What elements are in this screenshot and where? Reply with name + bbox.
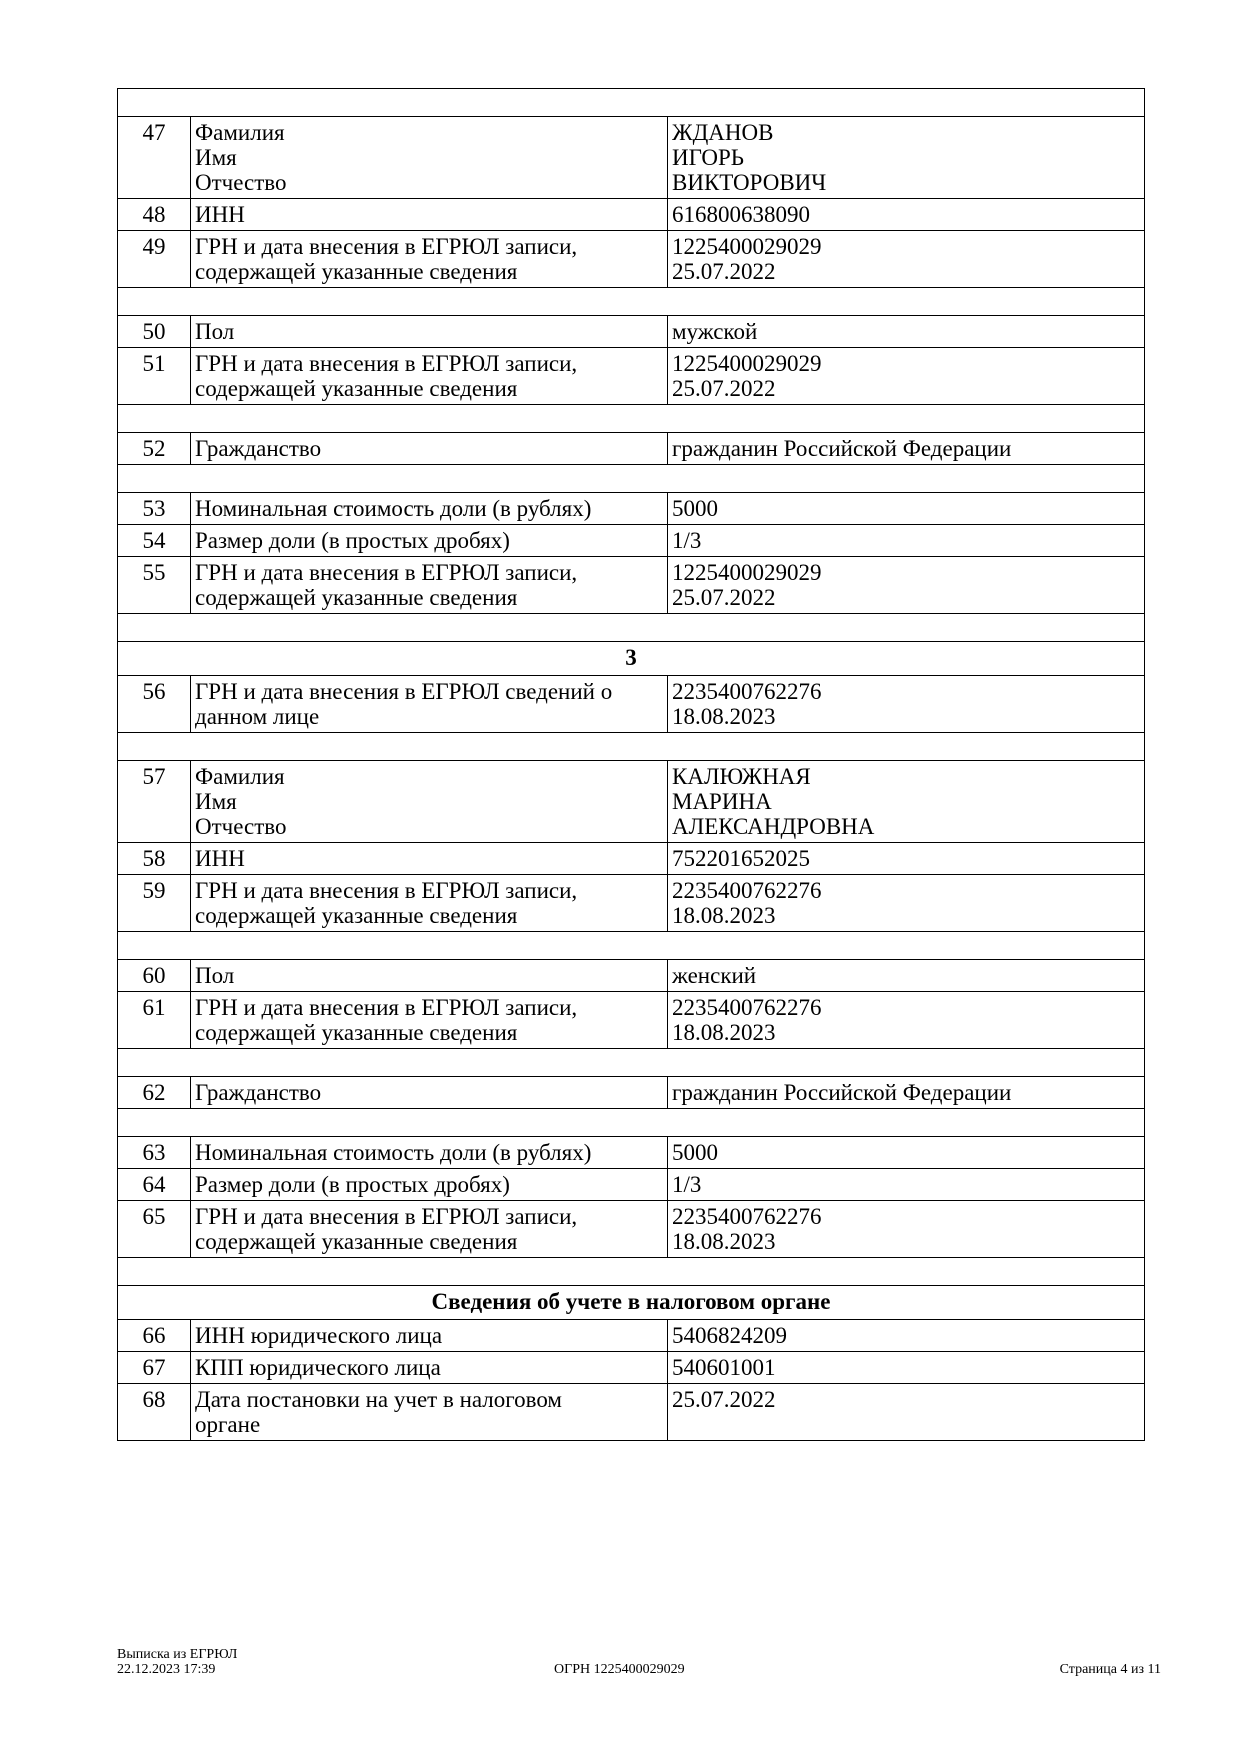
row-label: [191, 1077, 668, 1109]
row-label-line: Отчество: [195, 170, 287, 195]
row-value-line: 5000: [672, 496, 718, 521]
row-value-line: 1/3: [672, 1172, 702, 1197]
table-row: [118, 992, 1145, 1049]
row-number: 51: [118, 348, 191, 405]
footer-ogrn: ОГРН 1225400029029: [554, 1662, 685, 1677]
row-number: 49: [118, 231, 191, 288]
row-label: [191, 1352, 668, 1384]
row-value: [668, 676, 1145, 733]
footer-timestamp: 22.12.2023 17:39: [117, 1662, 216, 1677]
row-label: [191, 1201, 668, 1258]
row-label-line: ГРН и дата внесения в ЕГРЮЛ записи,: [195, 351, 578, 376]
row-value: [668, 433, 1145, 465]
row-label-line: ИНН юридического лица: [195, 1323, 443, 1348]
row-label: [191, 761, 668, 843]
row-value-line: КАЛЮЖНАЯ: [672, 764, 811, 789]
spacer-cell: [118, 288, 1145, 316]
row-number: 66: [118, 1320, 191, 1352]
row-label-line: содержащей указанные сведения: [195, 1229, 518, 1254]
row-value-line: гражданин Российской Федерации: [672, 1080, 1012, 1105]
row-value-line: гражданин Российской Федерации: [672, 436, 1012, 461]
row-value-line: 5000: [672, 1140, 718, 1165]
table-row: [118, 525, 1145, 557]
row-value-line: 18.08.2023: [672, 1229, 776, 1254]
spacer-row: [118, 1049, 1145, 1077]
spacer-row: [118, 465, 1145, 493]
table-row: [118, 316, 1145, 348]
row-value: [668, 525, 1145, 557]
table-row: [118, 843, 1145, 875]
row-value: [668, 1201, 1145, 1258]
spacer-cell: [118, 405, 1145, 433]
row-value: [668, 117, 1145, 199]
row-number: 53: [118, 493, 191, 525]
row-label-line: Гражданство: [195, 1080, 322, 1105]
row-label: [191, 557, 668, 614]
row-value: [668, 1384, 1145, 1441]
row-number: 62: [118, 1077, 191, 1109]
row-label-line: Пол: [195, 319, 235, 344]
row-value-line: ЖДАНОВ: [672, 120, 774, 145]
row-value: [668, 1137, 1145, 1169]
spacer-row: [118, 288, 1145, 316]
section-header: Сведения об учете в налоговом органе: [118, 1286, 1145, 1320]
section-header-row: [118, 1286, 1145, 1320]
table-row: [118, 199, 1145, 231]
row-label: [191, 875, 668, 932]
row-number: 59: [118, 875, 191, 932]
spacer-cell: [118, 1049, 1145, 1077]
row-value-line: 25.07.2022: [672, 259, 776, 284]
table-row: [118, 1352, 1145, 1384]
spacer-row: [118, 614, 1145, 642]
row-label: [191, 1169, 668, 1201]
spacer-cell: [118, 89, 1145, 117]
table-row: [118, 231, 1145, 288]
row-value-line: АЛЕКСАНДРОВНА: [672, 814, 875, 839]
row-value-line: ВИКТОРОВИЧ: [672, 170, 827, 195]
row-label-line: данном лице: [195, 704, 320, 729]
spacer-cell: [118, 614, 1145, 642]
row-value-line: 2235400762276: [672, 1204, 822, 1229]
row-value-line: 752201652025: [672, 846, 810, 871]
row-number: 50: [118, 316, 191, 348]
spacer-row: [118, 405, 1145, 433]
spacer-cell: [118, 465, 1145, 493]
row-label-line: Номинальная стоимость доли (в рублях): [195, 496, 592, 521]
row-value: [668, 1352, 1145, 1384]
row-value-line: 540601001: [672, 1355, 776, 1380]
row-label-line: содержащей указанные сведения: [195, 1020, 518, 1045]
row-value-line: 2235400762276: [672, 679, 822, 704]
spacer-row: [118, 733, 1145, 761]
row-label: [191, 117, 668, 199]
table-row: [118, 433, 1145, 465]
table-row: [118, 493, 1145, 525]
row-value: [668, 761, 1145, 843]
page-footer: [117, 1647, 1161, 1687]
footer-left: [117, 1647, 237, 1677]
row-value: [668, 348, 1145, 405]
row-value-line: 25.07.2022: [672, 585, 776, 610]
row-value-line: 25.07.2022: [672, 1387, 776, 1412]
row-label-line: ГРН и дата внесения в ЕГРЮЛ записи,: [195, 234, 578, 259]
row-label: [191, 843, 668, 875]
row-label-line: Имя: [195, 145, 237, 170]
row-label: [191, 1320, 668, 1352]
table-row: [118, 676, 1145, 733]
row-label-line: Размер доли (в простых дробях): [195, 528, 510, 553]
row-value-line: мужской: [672, 319, 758, 344]
spacer-cell: [118, 1258, 1145, 1286]
row-number: 68: [118, 1384, 191, 1441]
table-row: [118, 761, 1145, 843]
row-number: 61: [118, 992, 191, 1049]
row-label-line: ГРН и дата внесения в ЕГРЮЛ записи,: [195, 1204, 578, 1229]
row-label: [191, 525, 668, 557]
table-row: [118, 1384, 1145, 1441]
table-row: [118, 348, 1145, 405]
extract-sheet: [117, 88, 1144, 1441]
table-row: [118, 1320, 1145, 1352]
row-number: 56: [118, 676, 191, 733]
row-label: [191, 433, 668, 465]
row-label-line: Номинальная стоимость доли (в рублях): [195, 1140, 592, 1165]
row-label: [191, 676, 668, 733]
spacer-row: [118, 1109, 1145, 1137]
row-number: 57: [118, 761, 191, 843]
row-label: [191, 231, 668, 288]
row-label-line: содержащей указанные сведения: [195, 376, 518, 401]
row-value-line: 5406824209: [672, 1323, 787, 1348]
row-label-line: ИНН: [195, 202, 245, 227]
row-number: 58: [118, 843, 191, 875]
row-value: [668, 493, 1145, 525]
table-row: [118, 557, 1145, 614]
row-value-line: 1225400029029: [672, 234, 822, 259]
row-number: 47: [118, 117, 191, 199]
row-label: [191, 992, 668, 1049]
row-value-line: ИГОРЬ: [672, 145, 744, 170]
table-row: [118, 1169, 1145, 1201]
footer-page-number: Страница 4 из 11: [1059, 1662, 1161, 1677]
row-number: 54: [118, 525, 191, 557]
row-label-line: Гражданство: [195, 436, 322, 461]
row-value-line: 2235400762276: [672, 995, 822, 1020]
row-label-line: Фамилия: [195, 120, 285, 145]
spacer-row: [118, 89, 1145, 117]
row-value: [668, 199, 1145, 231]
footer-doc-title: Выписка из ЕГРЮЛ: [117, 1647, 238, 1662]
spacer-cell: [118, 1109, 1145, 1137]
row-number: 63: [118, 1137, 191, 1169]
row-value: [668, 1169, 1145, 1201]
row-value-line: 1225400029029: [672, 351, 822, 376]
row-label-line: Имя: [195, 789, 237, 814]
row-value: [668, 875, 1145, 932]
table-row: [118, 1077, 1145, 1109]
row-value-line: 2235400762276: [672, 878, 822, 903]
row-number: 65: [118, 1201, 191, 1258]
row-value: [668, 843, 1145, 875]
row-value-line: МАРИНА: [672, 789, 772, 814]
row-label-line: содержащей указанные сведения: [195, 903, 518, 928]
row-label-line: ГРН и дата внесения в ЕГРЮЛ сведений о: [195, 679, 613, 704]
row-label: [191, 199, 668, 231]
row-label-line: Отчество: [195, 814, 287, 839]
row-label: [191, 1384, 668, 1441]
row-label-line: КПП юридического лица: [195, 1355, 441, 1380]
row-value-line: 25.07.2022: [672, 376, 776, 401]
row-value: [668, 231, 1145, 288]
row-value: [668, 1320, 1145, 1352]
row-label-line: Фамилия: [195, 764, 285, 789]
row-number: 64: [118, 1169, 191, 1201]
row-label-line: содержащей указанные сведения: [195, 585, 518, 610]
row-value: [668, 316, 1145, 348]
row-value: [668, 1077, 1145, 1109]
row-value-line: 18.08.2023: [672, 903, 776, 928]
table-row: [118, 1137, 1145, 1169]
row-value-line: 1225400029029: [672, 560, 822, 585]
egrul-table-body: [118, 89, 1145, 1441]
row-value-line: 18.08.2023: [672, 1020, 776, 1045]
row-label: [191, 348, 668, 405]
row-label-line: Пол: [195, 963, 235, 988]
table-row: [118, 1201, 1145, 1258]
row-label-line: ИНН: [195, 846, 245, 871]
row-number: 48: [118, 199, 191, 231]
row-value-line: женский: [672, 963, 757, 988]
spacer-row: [118, 1258, 1145, 1286]
row-value-line: 1/3: [672, 528, 702, 553]
row-number: 60: [118, 960, 191, 992]
row-value: [668, 960, 1145, 992]
row-label-line: ГРН и дата внесения в ЕГРЮЛ записи,: [195, 995, 578, 1020]
row-number: 52: [118, 433, 191, 465]
section-header: 3: [118, 642, 1145, 676]
row-label-line: ГРН и дата внесения в ЕГРЮЛ записи,: [195, 560, 578, 585]
row-label-line: Размер доли (в простых дробях): [195, 1172, 510, 1197]
spacer-cell: [118, 733, 1145, 761]
row-number: 55: [118, 557, 191, 614]
row-label: [191, 493, 668, 525]
row-number: 67: [118, 1352, 191, 1384]
spacer-cell: [118, 932, 1145, 960]
row-value: [668, 557, 1145, 614]
row-value: [668, 992, 1145, 1049]
table-row: [118, 960, 1145, 992]
row-label-line: Дата постановки на учет в налоговом: [195, 1387, 562, 1412]
row-label-line: содержащей указанные сведения: [195, 259, 518, 284]
section-header-row: [118, 642, 1145, 676]
row-label: [191, 1137, 668, 1169]
spacer-row: [118, 932, 1145, 960]
row-value-line: 18.08.2023: [672, 704, 776, 729]
row-label: [191, 316, 668, 348]
row-value-line: 616800638090: [672, 202, 810, 227]
egrul-table: [117, 88, 1145, 1441]
row-label: [191, 960, 668, 992]
row-label-line: ГРН и дата внесения в ЕГРЮЛ записи,: [195, 878, 578, 903]
table-row: [118, 117, 1145, 199]
row-label-line: органе: [195, 1412, 261, 1437]
table-row: [118, 875, 1145, 932]
